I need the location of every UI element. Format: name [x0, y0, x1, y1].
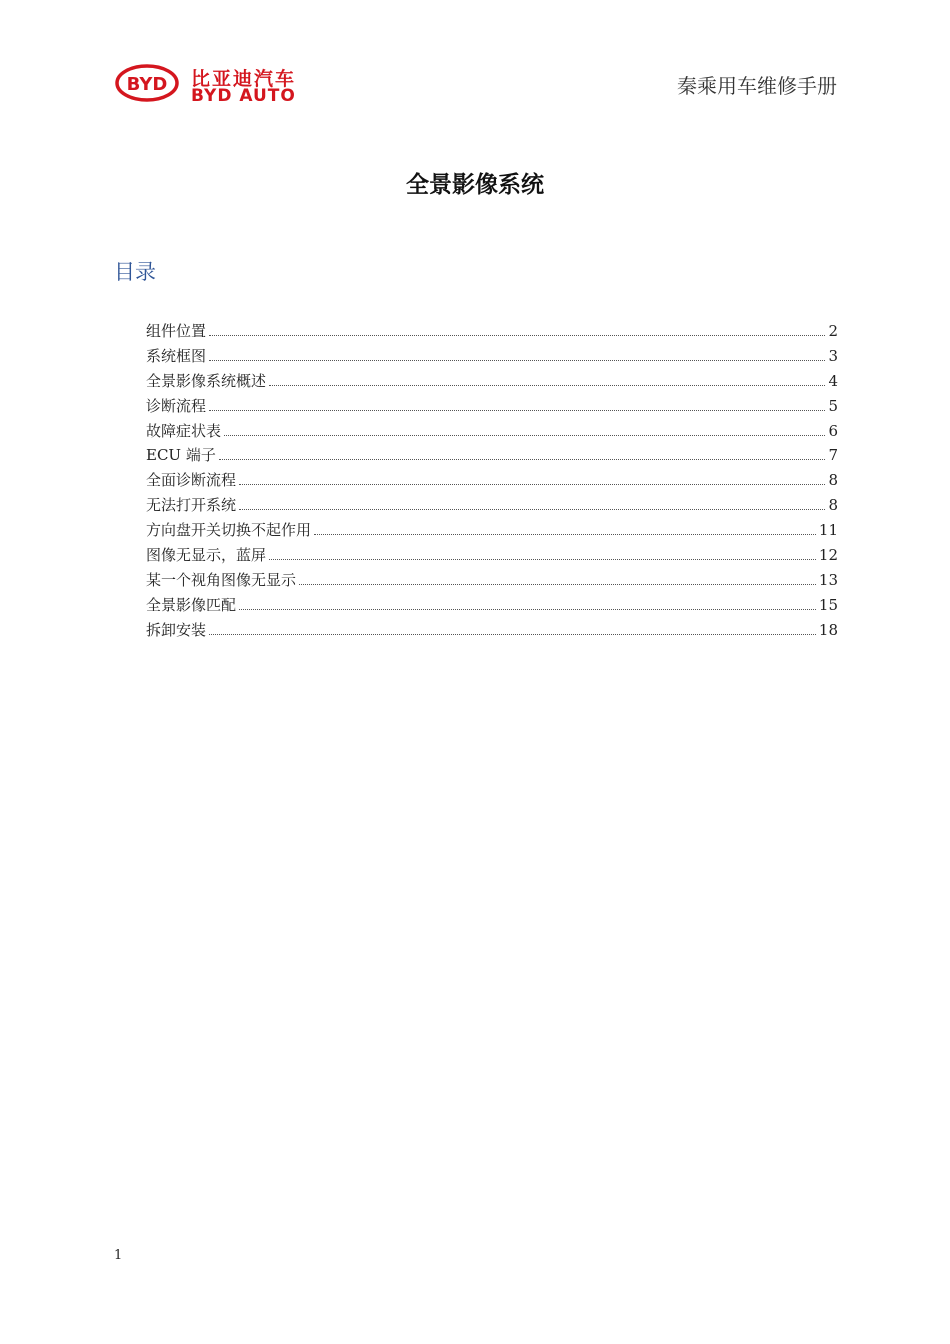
toc-item[interactable]: [146, 594, 838, 619]
manual-title: 秦乘用车维修手册: [677, 74, 837, 98]
toc-item-page: 12: [818, 546, 838, 565]
toc-item-page: 8: [828, 496, 838, 515]
toc-item-page: 18: [818, 620, 838, 639]
toc-heading: 目录: [114, 260, 156, 284]
toc-item-page: 8: [828, 471, 838, 490]
byd-logo: [115, 62, 305, 106]
toc-item[interactable]: [146, 569, 838, 594]
toc-item-label: 诊断流程: [146, 396, 207, 415]
toc-item-label: 全景影像匹配: [146, 595, 237, 614]
page-number: 1: [114, 1248, 123, 1263]
table-of-contents: [146, 320, 838, 644]
toc-item[interactable]: [146, 395, 838, 420]
toc-leader-dots: [239, 484, 825, 485]
toc-leader-dots: [299, 584, 816, 585]
toc-leader-dots: [269, 385, 825, 386]
logo-name-cn: 比亚迪汽车: [191, 68, 297, 90]
toc-item-page: 15: [818, 595, 838, 614]
toc-leader-dots: [209, 634, 816, 635]
toc-item-page: 7: [828, 446, 838, 465]
toc-item[interactable]: [146, 544, 838, 569]
toc-leader-dots: [224, 435, 825, 436]
page-header: [0, 0, 950, 120]
toc-item-label: 无法打开系统: [146, 496, 237, 515]
toc-item[interactable]: [146, 619, 838, 644]
byd-logo-icon: [115, 64, 179, 102]
toc-item-label: 系统框图: [146, 346, 207, 365]
toc-item-page: 2: [828, 322, 838, 340]
toc-item-label: 图像无显示，蓝屏: [146, 546, 267, 565]
toc-item-page: 3: [828, 346, 838, 365]
toc-item-label: 拆卸安装: [146, 620, 207, 639]
toc-item-page: 5: [828, 396, 838, 415]
toc-leader-dots: [269, 559, 816, 560]
toc-item-page: 6: [828, 421, 838, 440]
toc-item-page: 13: [818, 570, 838, 589]
toc-leader-dots: [219, 459, 826, 460]
toc-item-label: 故障症状表: [146, 421, 222, 440]
logo-name-en: BYD AUTO: [191, 86, 296, 106]
toc-item[interactable]: [146, 345, 838, 370]
toc-item-label: 方向盘开关切换不起作用: [146, 521, 312, 540]
page-title: 全景影像系统: [406, 171, 544, 198]
toc-item[interactable]: [146, 519, 838, 544]
toc-item[interactable]: [146, 469, 838, 494]
toc-leader-dots: [209, 360, 825, 361]
toc-item[interactable]: [146, 420, 838, 445]
toc-item[interactable]: [146, 370, 838, 395]
toc-item-label: 全面诊断流程: [146, 471, 237, 490]
toc-item[interactable]: [146, 494, 838, 519]
toc-item-label: ECU 端子: [146, 446, 216, 465]
toc-item-page: 4: [828, 371, 838, 390]
toc-item-label: 全景影像系统概述: [146, 371, 267, 390]
toc-leader-dots: [239, 509, 825, 510]
toc-leader-dots: [314, 534, 816, 535]
toc-leader-dots: [209, 410, 825, 411]
toc-item[interactable]: [146, 320, 838, 345]
toc-leader-dots: [239, 609, 816, 610]
logo-badge-text: BYD: [126, 74, 168, 95]
toc-item-label: 某一个视角图像无显示: [146, 570, 297, 589]
toc-item[interactable]: [146, 444, 838, 469]
toc-leader-dots: [209, 335, 825, 336]
toc-item-label: 组件位置: [146, 322, 207, 340]
toc-item-page: 11: [818, 521, 838, 540]
